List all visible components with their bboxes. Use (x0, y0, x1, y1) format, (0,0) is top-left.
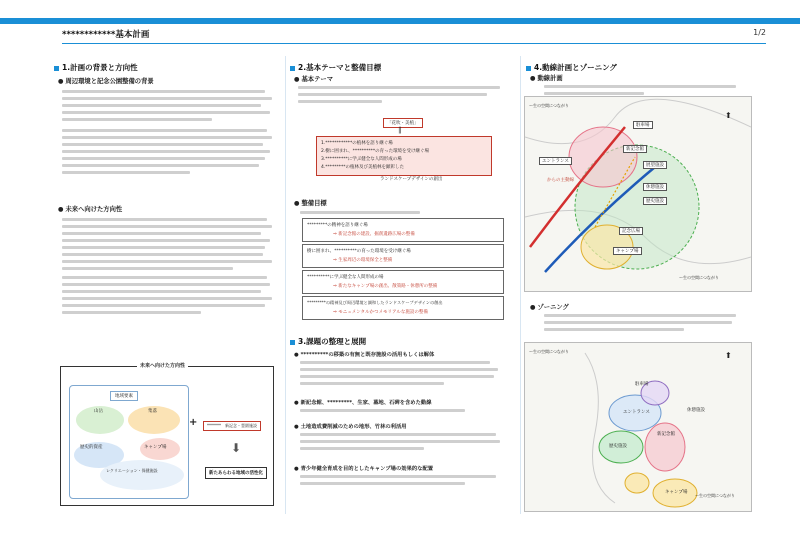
square-bullet-icon (290, 340, 295, 345)
section-2 (288, 56, 516, 514)
node-label: 集落 (148, 409, 157, 414)
section-1 (50, 56, 280, 514)
body-text-block (298, 84, 508, 108)
section-4 (524, 56, 754, 514)
issue-heading: ● **********の移築の有無と既存施設の活用もしくは解体 (294, 350, 434, 358)
body-text-block (544, 312, 744, 336)
square-bullet-icon (526, 66, 531, 71)
goal-box (302, 270, 504, 294)
diagram-center-label: 地域要素 (110, 391, 138, 401)
theme-item: 4.*********の植林及び美植林を顕彰した (321, 165, 405, 170)
heading-direction: ● 未来へ向けた方向性 (58, 204, 122, 213)
body-text-block (544, 83, 744, 95)
theme-footer: ランドスケープデザインの創出 (380, 177, 443, 182)
theme-list-box (316, 136, 492, 176)
zone-label: 新記念館 (657, 432, 675, 437)
goal-sub: ⇒ モニュメンタルかつメモリアルな施設の整備 (333, 310, 428, 315)
section-1-title (54, 62, 138, 73)
section-4-title (526, 62, 617, 73)
diagram-bottom-label: 新たあらわる地域の活性化 (205, 467, 267, 479)
section-3-title (290, 336, 366, 347)
node-label: 山岳 (94, 409, 103, 414)
zone-label: 休憩施設 (687, 408, 705, 413)
section-4-title-text: 4.動線計画とゾーニング (534, 63, 617, 72)
goal-sub: ⇒ 新記念館の建設、掘削遺跡広場の整備 (333, 232, 415, 237)
heading-basic-theme: ● 基本テーマ (294, 74, 333, 83)
goal-main: 樹に囲まれ、**********の育った環境を受け継ぐ場 (307, 249, 411, 254)
node-label: 歴史的資産 (80, 445, 103, 450)
map-label: キャンプ場 (613, 247, 642, 255)
zone-label: キャンプ場 (665, 490, 688, 495)
body-text-block (300, 209, 500, 217)
zoning-map (524, 342, 752, 512)
zone-label: 歴史施設 (609, 444, 627, 449)
section-2-title-text: 2.基本テーマと整備目標 (298, 63, 382, 72)
zone-label: エントランス (623, 410, 650, 415)
body-text-block (62, 216, 276, 346)
body-text-block (300, 407, 506, 417)
header-rule (62, 43, 766, 44)
map-label: 展望施設 (643, 161, 667, 169)
section-2-title (290, 62, 381, 73)
node-label: レクリエーション・保健施設 (106, 468, 158, 473)
equals-mark: ∥ (398, 126, 402, 134)
north-arrow-icon: ⬆ (725, 111, 732, 120)
square-bullet-icon (54, 66, 59, 71)
goal-box (302, 218, 504, 242)
body-text-block (300, 473, 506, 495)
goal-box (302, 296, 504, 320)
goal-box (302, 244, 504, 268)
zoning-map-drawing (525, 343, 751, 511)
north-arrow-icon: ⬆ (725, 351, 732, 360)
map-label: 歴史施設 (643, 197, 667, 205)
direction-diagram (60, 363, 274, 506)
node-recreation (100, 460, 184, 490)
heading-goals: ● 整備目標 (294, 198, 327, 207)
page-number: 1/2 (753, 28, 766, 37)
header (62, 28, 766, 42)
goal-main: *********の精神を語り継ぐ場 (307, 223, 368, 228)
page-title: ************基本計画 (62, 30, 150, 40)
issue-heading: ● 青少年健全育成を目的としたキャンプ場の効果的な配置 (294, 464, 433, 472)
square-bullet-icon (290, 66, 295, 71)
section-1-title-text: 1.計画の背景と方向性 (62, 63, 138, 72)
node-label: キャンプ場 (144, 445, 167, 450)
map-label: 休憩施設 (643, 183, 667, 191)
map-label: からの主動線 (547, 178, 574, 183)
zone-label: ～生の空間につながり (695, 493, 735, 498)
map-label: 駐車場 (633, 121, 653, 129)
heading-zoning: ● ゾーニング (530, 302, 569, 311)
goal-sub: ⇒ 新たなキャンプ場の創出、散策路・休憩所の整備 (333, 284, 438, 289)
diagram-region-box (69, 385, 189, 499)
diagram-title: 未来へ向けた方向性 (137, 362, 188, 369)
heading-circulation: ● 動線計画 (530, 73, 563, 82)
theme-item: 1.************の植林を語り継ぐ場 (321, 141, 393, 146)
arrow-down-icon: ⬇ (231, 441, 242, 455)
circulation-map (524, 96, 752, 292)
theme-tag: 「花吹・美植」 (383, 118, 423, 128)
body-text-block (62, 88, 276, 198)
body-text-block (300, 431, 506, 461)
diagram-right-label: ******* 新記念・霊園施設 (203, 421, 261, 431)
issue-heading: ● 新記念館、*********、生家、墓地、石碑を含めた動線 (294, 398, 432, 406)
column-divider (285, 56, 286, 514)
zone-label: ～生の空間につながり (529, 349, 569, 354)
map-label: 記念広場 (619, 227, 643, 235)
map-label: ～生の空間につながり (529, 103, 569, 108)
goal-sub: ⇒ 生家周辺の環境保全と整備 (333, 258, 393, 263)
zone-label: 駐車場 (635, 382, 649, 387)
plus-icon: + (189, 417, 198, 428)
map-label: ～生の空間につながり (679, 275, 719, 280)
map-label: エントランス (539, 157, 572, 165)
map-label: 新記念館 (623, 145, 647, 153)
column-divider (520, 56, 521, 514)
body-text-block (300, 359, 506, 395)
theme-item: 2.樹に囲まれ、**********の育った環境を受け継ぐ場 (321, 149, 430, 154)
heading-background: ● 周辺環境と記念公園整備の背景 (58, 76, 154, 85)
issue-heading: ● 土地造成費削減のための地形、竹林の利活用 (294, 422, 407, 430)
goal-main: **********に学ぶ健全な人間形成の場 (307, 275, 384, 280)
goal-main: *********の精神及び周辺環境と調和したランドスケープデザインの創出 (307, 300, 443, 305)
theme-item: 3.**********に学ぶ健全な人間形成の場 (321, 157, 402, 162)
section-3-title-text: 3.課題の整理と展開 (298, 337, 367, 346)
top-accent-bar (0, 18, 800, 24)
